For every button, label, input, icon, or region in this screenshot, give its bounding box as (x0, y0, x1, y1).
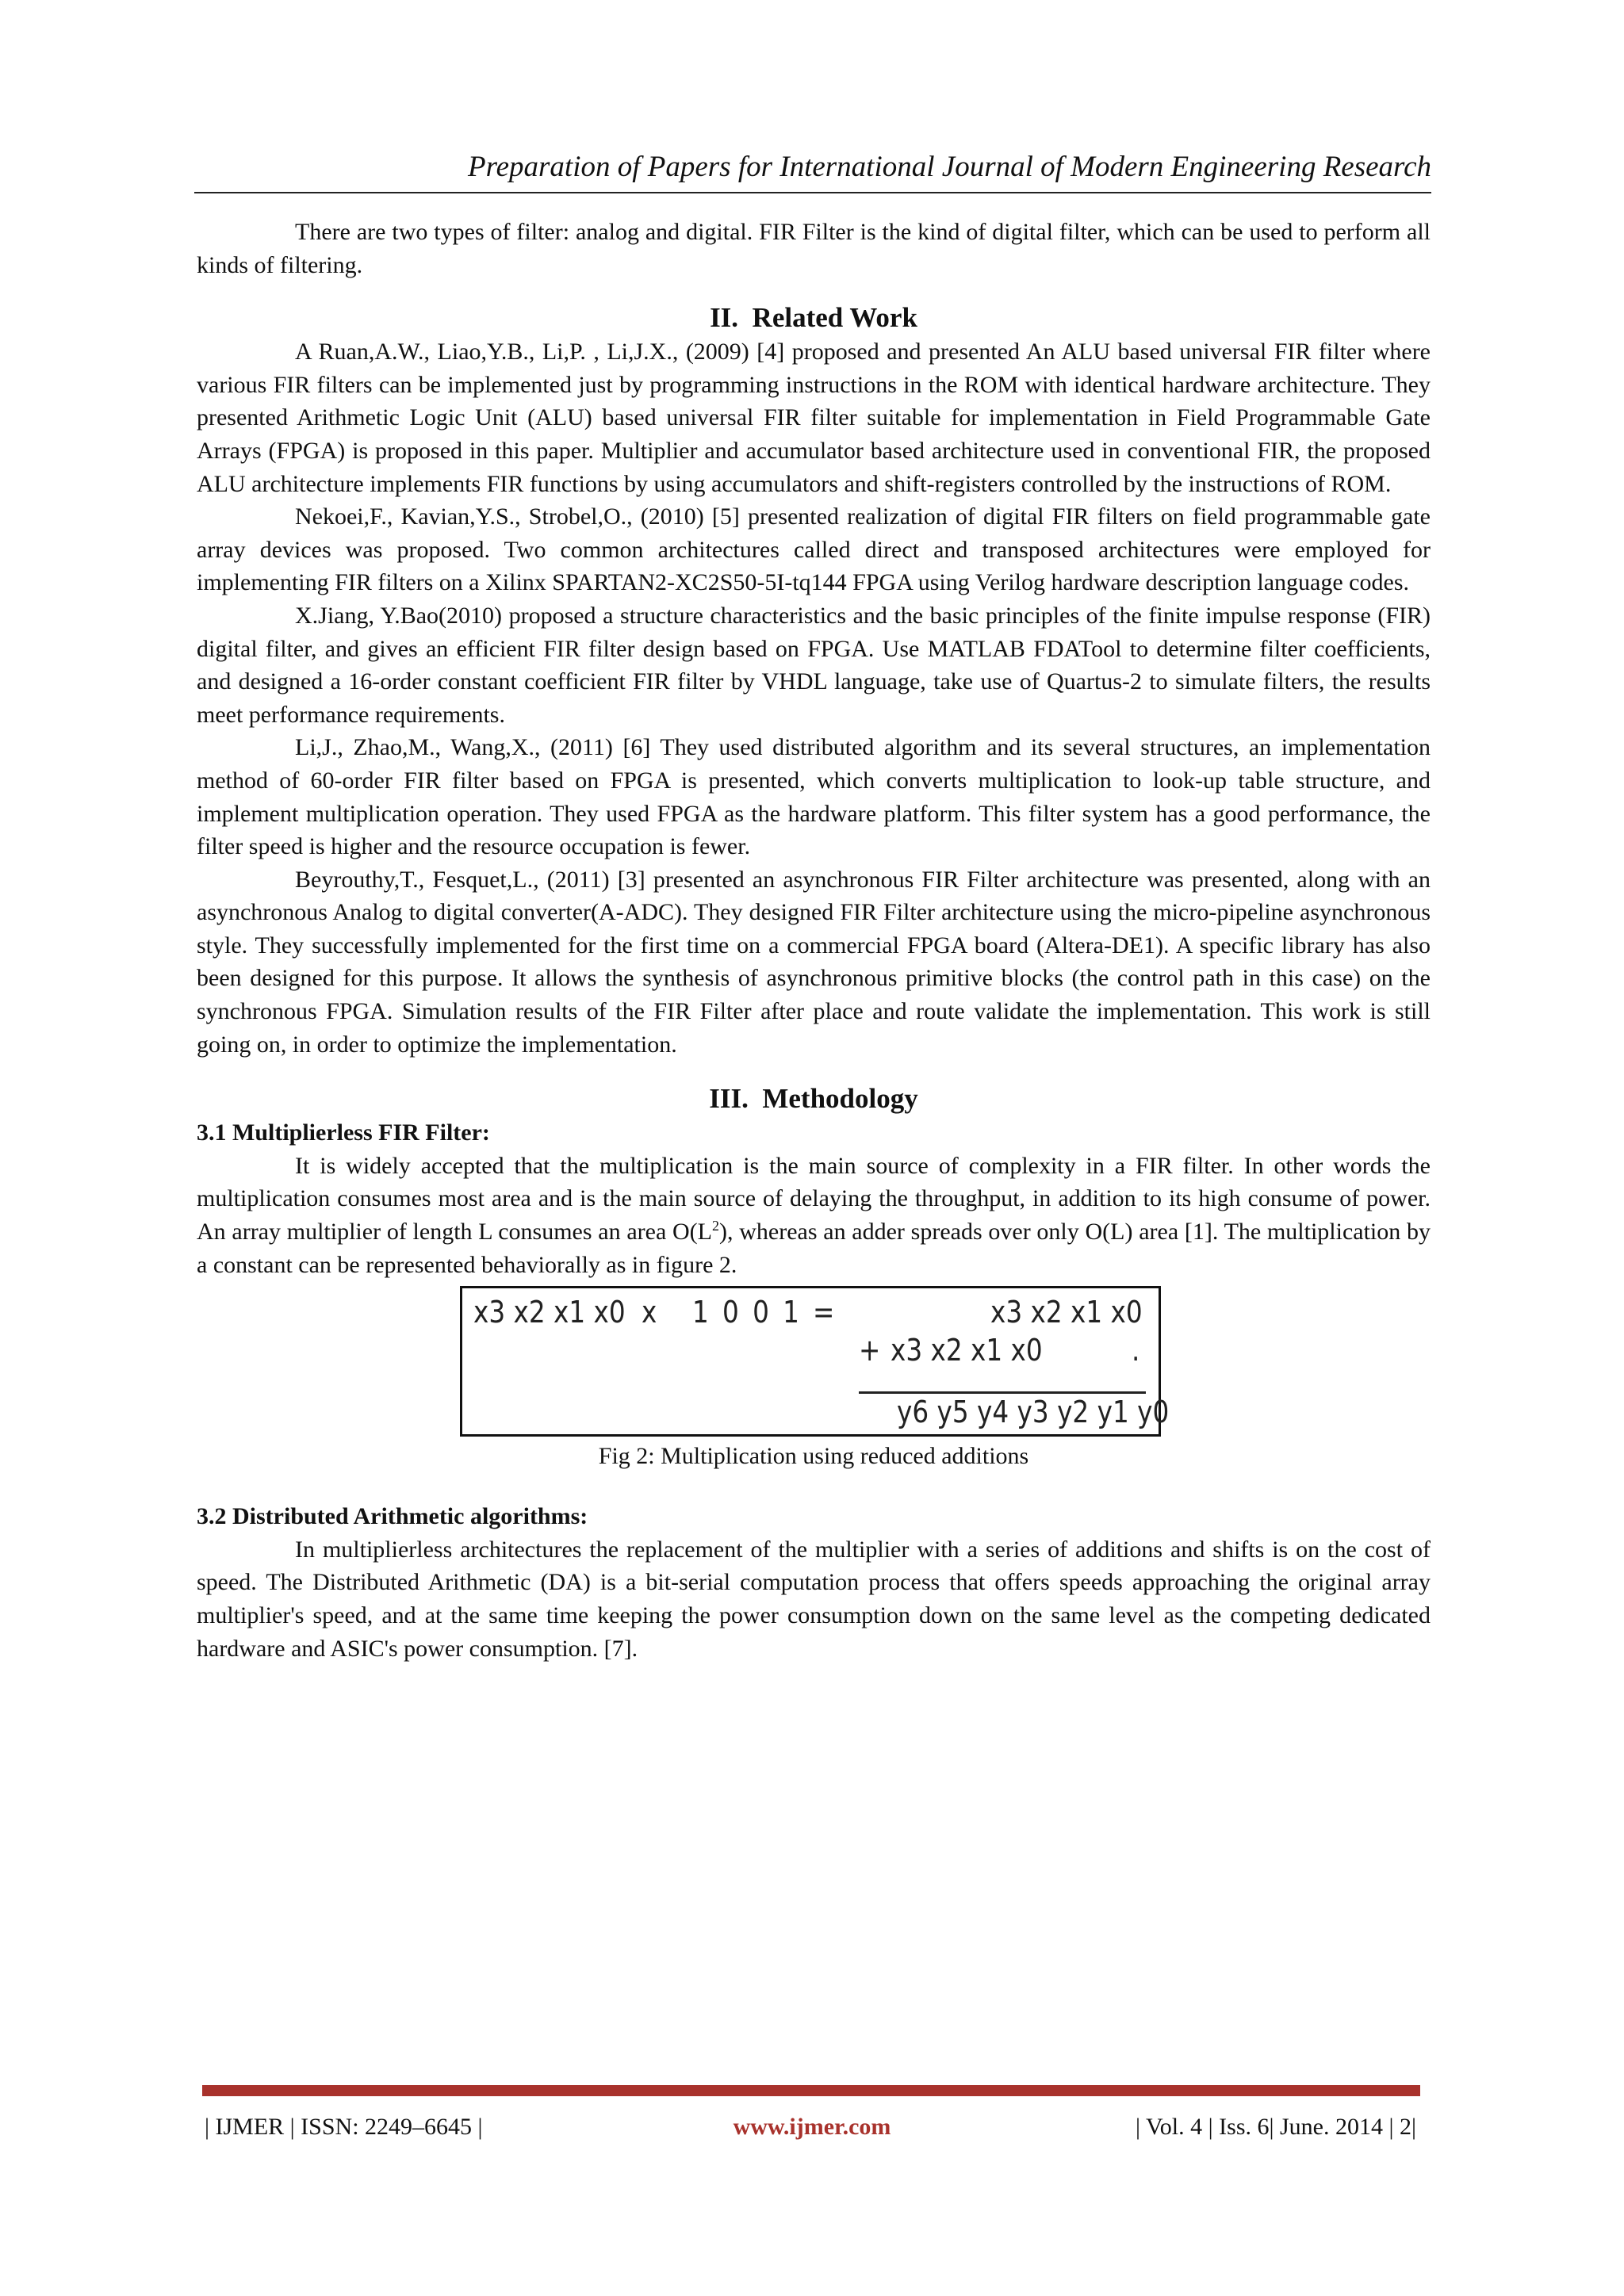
footer-bar (202, 2085, 1420, 2096)
figure-constant: 1 0 0 1 (692, 1295, 802, 1330)
distributed-arithmetic-paragraph: In multiplierless architectures the replacement of the multiplier with a series of additions and shifts is on the cost of speed. The Distributed Arithmetic (DA) is a bit-serial computation process that offers speeds approaching the original array multiplier's speed, and at the same time keeping the power consumption down on the same level as the competing dedicated hardware and ASIC's power consumption. [7]. (197, 1536, 1431, 1662)
related-work-paragraph-3: X.Jiang, Y.Bao(2010) proposed a structure characteristics and the basic principles of the finite impulse response (FIR) digital filter, and gives an efficient FIR filter design based on FPGA. Use MATLAB FDATool to determine filter coefficients, and designed a 16-order constant coefficient FIR filter by VHDL language, take use of Quartus-2 to simulate filters, the results meet performance requirements. (197, 602, 1431, 728)
figure-operand: x3 x2 x1 x0 (473, 1295, 626, 1330)
section-heading-related-work: II. Related Work (710, 302, 917, 334)
related-work-paragraph-5: Beyrouthy,T., Fesquet,L., (2011) [3] presented an asynchronous FIR Filter architecture was presented, along with an asynchronous Analog to digital converter(A-ADC). They designed FIR Filter architecture using the micro-pipeline asynchronous style. They successfully implemented for the first time on a commercial FPGA board (Altera-DE1). A specific library has also been designed for this purpose. It allows the synthesis of asynchronous primitive blocks (the control path in this case) on the synchronous FPGA. Simulation results of the FIR Filter after place and route validate the implementation. This work is still going on, in order to optimize the implementation. (197, 866, 1431, 1058)
figure-equals-symbol: = (813, 1295, 835, 1330)
related-work-paragraph-2: Nekoei,F., Kavian,Y.S., Strobel,O., (2010) [5] presented realization of digital FIR filters on field programmable gate array devices was proposed. Two common architectures called direct and transposed architectures were employed for implementing FIR filters on a Xilinx SPARTAN2-XC2S50-5I-tq144 FPGA using Verilog hardware description language codes. (197, 503, 1431, 596)
figure-sum: y6 y5 y4 y3 y2 y1 y0 (897, 1395, 1170, 1430)
paragraph-text: ), whereas an adder spreads over only O(L) area [1]. The multiplication by a constant can be represented behaviorally as in figure 2. (197, 1219, 1431, 1278)
footer-website-link[interactable]: www.ijmer.com (733, 2114, 891, 2140)
intro-paragraph: There are two types of filter: analog and digital. FIR Filter is the kind of digital filter, which can be used to perform all kinds of filtering. (197, 219, 1431, 278)
figure-plus-symbol: + (859, 1333, 881, 1368)
paragraph-text: It is widely accepted that the multiplication is the main source of complexity in a FIR filter. In other words the multiplication consumes most area and is the main source of delaying the throughput, in addition to its high consume of power. An array multiplier of length L consumes an area O(L (197, 1152, 1431, 1246)
page-body (197, 216, 1431, 1665)
figure-result-operand: x3 x2 x1 x0 (990, 1295, 1143, 1330)
figure-dot: . (1132, 1333, 1140, 1368)
figure-shifted-operand: x3 x2 x1 x0 (891, 1333, 1043, 1368)
footer-volume-page: | Vol. 4 | Iss. 6| June. 2014 | 2| (1136, 2114, 1416, 2140)
superscript: 2 (712, 1218, 719, 1234)
multiplierless-paragraph (197, 1150, 1431, 1281)
figure-times-symbol: x (642, 1295, 657, 1330)
figure-sum-rule (859, 1391, 1146, 1394)
header-rule (194, 192, 1431, 193)
subsection-heading-distributed-arithmetic: 3.2 Distributed Arithmetic algorithms: (197, 1503, 588, 1530)
figure-2-multiplication (460, 1286, 1170, 1437)
running-head: Preparation of Papers for International Journal of Modern Engineering Research (467, 151, 1431, 183)
section-heading-methodology: III. Methodology (709, 1083, 918, 1115)
figure-caption: Fig 2: Multiplication using reduced additions (598, 1443, 1029, 1470)
footer-journal-issn: | IJMER | ISSN: 2249–6645 | (205, 2114, 483, 2140)
related-work-paragraph-1: A Ruan,A.W., Liao,Y.B., Li,P. , Li,J.X., (2009) [4] proposed and presented An ALU based universal FIR filter where various FIR filters can be implemented just by programming instructions in the ROM with identical hardware architecture. They presented Arithmetic Logic Unit (ALU) based universal FIR filter suitable for implementation in Field Programmable Gate Arrays (FPGA) is proposed in this paper. Multiplier and accumulator based architecture used in conventional FIR, the proposed ALU architecture implements FIR functions by using accumulators and shift-registers controlled by the instructions of ROM. (197, 339, 1431, 497)
subsection-heading-multiplierless: 3.1 Multiplierless FIR Filter: (197, 1119, 490, 1146)
related-work-paragraph-4: Li,J., Zhao,M., Wang,X., (2011) [6] They used distributed algorithm and its several structures, an implementation method of 60-order FIR filter based on FPGA is presented, which converts multiplication to look-up table structure, and implement multiplication operation. They used FPGA as the hardware platform. This filter system has a good performance, the filter speed is higher and the resource occupation is fewer. (197, 734, 1431, 860)
